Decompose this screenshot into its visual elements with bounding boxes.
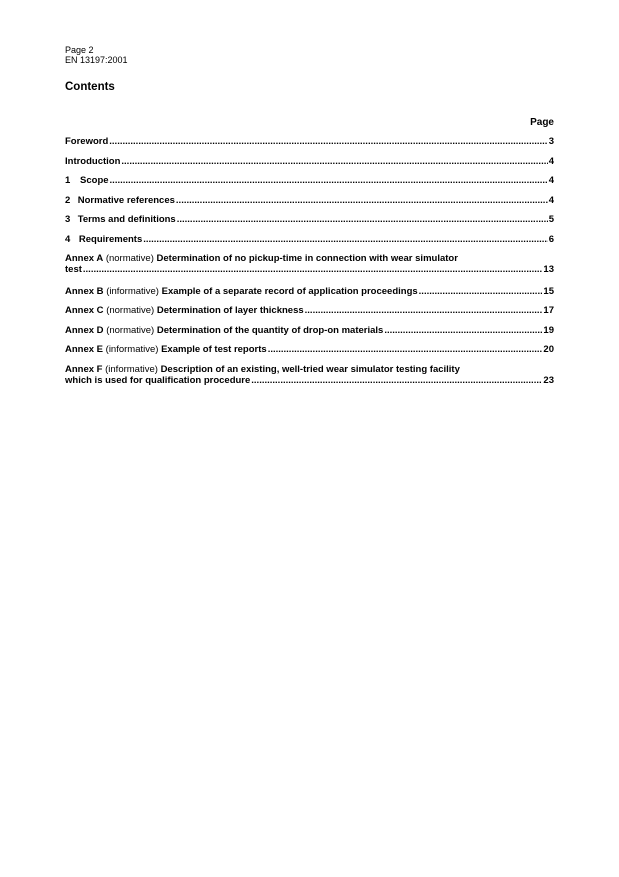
- dot-leader: [83, 264, 543, 275]
- page-number-label: Page 2: [65, 45, 94, 55]
- dot-leader: [110, 175, 548, 186]
- toc-entry-title: Introduction: [65, 156, 121, 167]
- toc-entry-page: 15: [543, 286, 554, 297]
- toc-entry-terms-and-definitions[interactable]: [65, 214, 554, 225]
- toc-entry-page: 4: [548, 175, 554, 186]
- toc-entry-number: 4: [65, 234, 71, 245]
- toc-entry-annex-e[interactable]: [65, 344, 554, 355]
- toc-entry-number: 3: [65, 214, 71, 225]
- toc-entry-title: Foreword: [65, 136, 109, 147]
- toc-entry-title: Terms and definitions: [77, 214, 176, 225]
- annex-kind: (normative): [106, 325, 155, 336]
- toc-entry-annex-f[interactable]: [65, 364, 554, 386]
- toc-entry-page: 13: [543, 264, 554, 275]
- toc-entry-page: 17: [543, 305, 554, 316]
- annex-kind: (informative): [106, 286, 159, 297]
- toc-entry-title: Normative references: [77, 195, 175, 206]
- annex-kind: (normative): [105, 253, 154, 264]
- toc-entry-page: 6: [548, 234, 554, 245]
- toc-entry-title: Determination of the quantity of drop-on materials: [156, 325, 384, 336]
- toc-entry-foreword[interactable]: [65, 136, 554, 147]
- dot-leader: [143, 234, 547, 245]
- toc-entry-page: 5: [548, 214, 554, 225]
- annex-kind: (informative): [105, 344, 159, 355]
- standard-identifier: EN 13197:2001: [65, 55, 128, 65]
- toc-entry-annex-c[interactable]: [65, 305, 554, 316]
- contents-heading: Contents: [65, 81, 115, 93]
- annex-label: Annex B: [65, 286, 104, 297]
- toc-entry-title: Scope: [80, 175, 109, 186]
- toc-entry-title-continued: test: [65, 264, 82, 275]
- dot-leader: [176, 195, 548, 206]
- dot-leader: [384, 325, 542, 336]
- toc-entry-title: Requirements: [78, 234, 143, 245]
- toc-entry-page: 23: [543, 375, 554, 386]
- toc-entry-title: Description of an existing, well-tried wear simulator testing facility: [160, 364, 460, 375]
- toc-entry-title: Example of a separate record of application proceedings: [161, 286, 418, 297]
- toc-entry-number: 1: [65, 175, 71, 186]
- dot-leader: [251, 375, 542, 386]
- toc-entry-number: 2: [65, 195, 71, 206]
- toc-entry-requirements[interactable]: [65, 234, 554, 245]
- annex-label: Annex E: [65, 344, 104, 355]
- dot-leader: [305, 305, 543, 316]
- toc-entry-title-continued: which is used for qualification procedure: [65, 375, 251, 386]
- page-column-heading: Page: [530, 117, 554, 128]
- toc-entry-annex-a[interactable]: [65, 253, 554, 275]
- toc-entry-page: 3: [548, 136, 554, 147]
- annex-kind: (normative): [106, 305, 155, 316]
- toc-entry-annex-b[interactable]: [65, 286, 554, 297]
- toc-entry-title: Determination of layer thickness: [156, 305, 304, 316]
- toc-entry-title: Example of test reports: [161, 344, 267, 355]
- toc-entry-page: 20: [543, 344, 554, 355]
- toc-entry-page: 19: [543, 325, 554, 336]
- annex-label: Annex C: [65, 305, 104, 316]
- annex-label: Annex D: [65, 325, 104, 336]
- toc-entry-page: 4: [548, 195, 554, 206]
- toc-entry-scope[interactable]: [65, 175, 554, 186]
- annex-label: Annex F: [65, 364, 103, 375]
- toc-entry-title: Determination of no pickup-time in connection with wear simulator: [156, 253, 458, 264]
- toc-entry-page: 4: [548, 156, 554, 167]
- dot-leader: [109, 136, 547, 147]
- dot-leader: [268, 344, 543, 355]
- dot-leader: [419, 286, 543, 297]
- annex-label: Annex A: [65, 253, 104, 264]
- toc-entry-annex-d[interactable]: [65, 325, 554, 336]
- dot-leader: [121, 156, 547, 167]
- dot-leader: [177, 214, 548, 225]
- annex-kind: (informative): [105, 364, 158, 375]
- toc-entry-normative-references[interactable]: [65, 195, 554, 206]
- toc-entry-introduction[interactable]: [65, 156, 554, 167]
